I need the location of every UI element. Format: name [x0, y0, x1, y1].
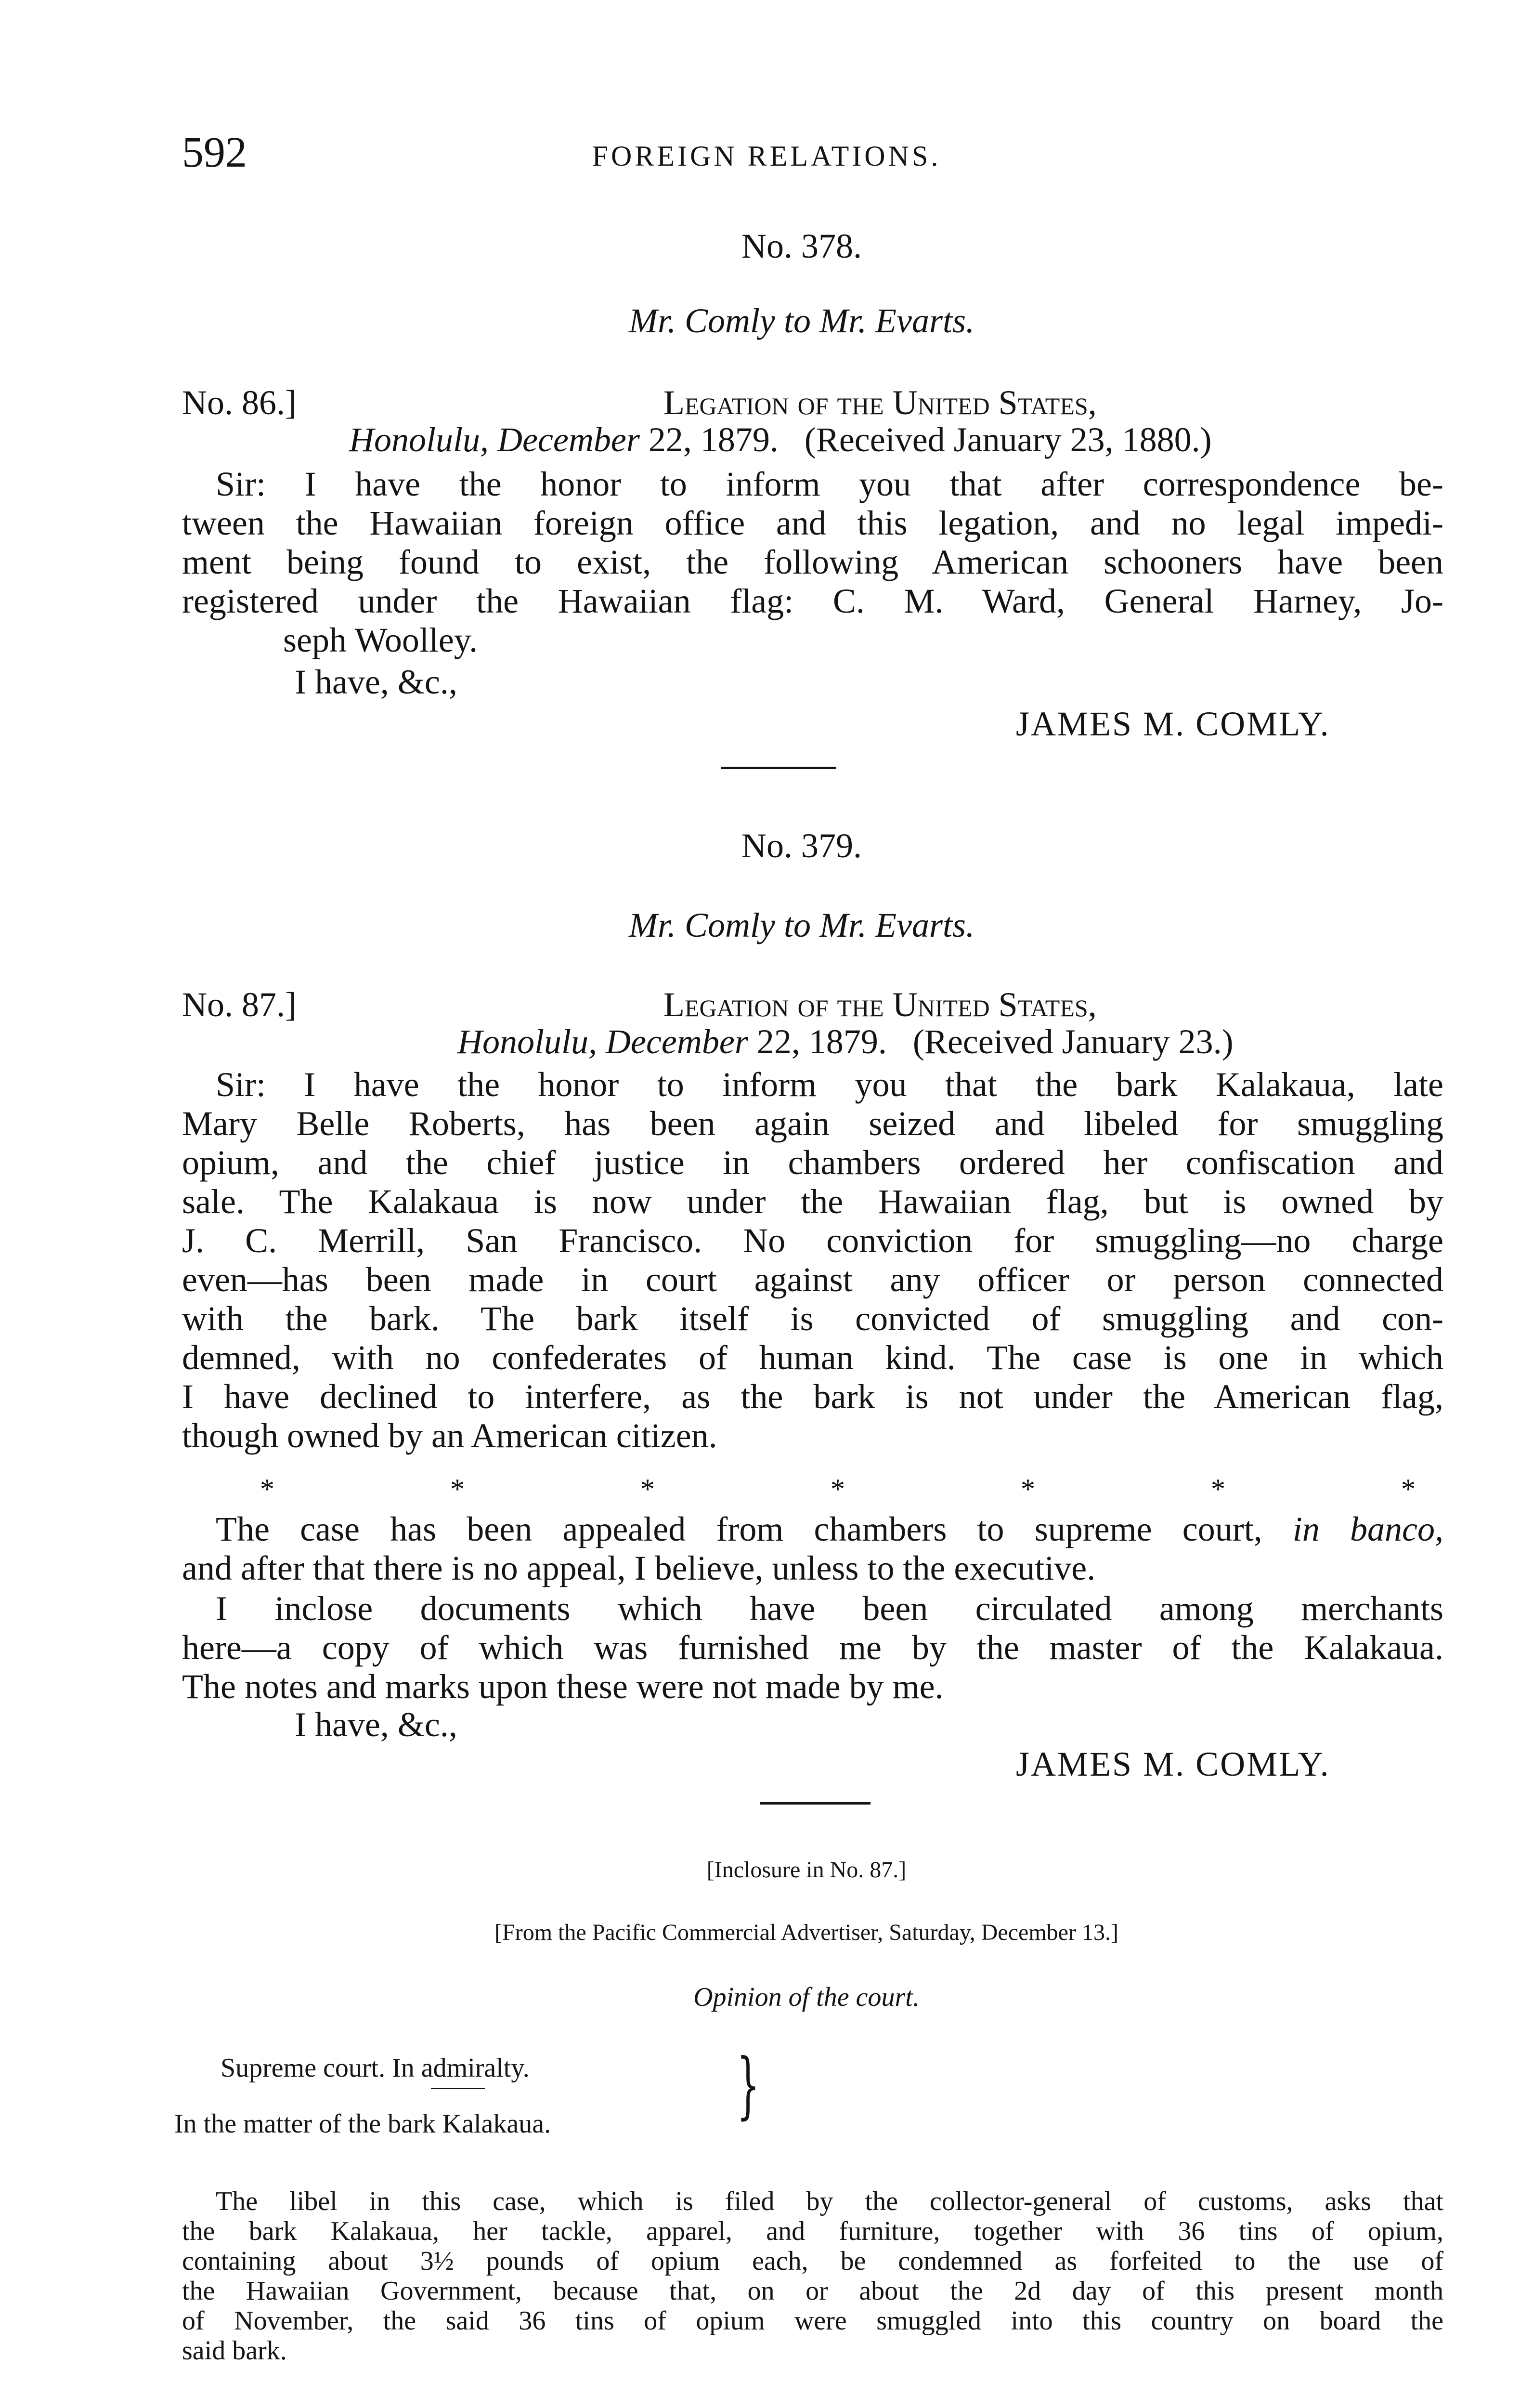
- case-caption-court: Supreme court. In admiralty.: [221, 2053, 530, 2083]
- opinion-line: The libel in this case, which is filed by the collector-general of customs, asks that: [216, 2186, 1443, 2216]
- body-line: I inclose documents which have been circulated among merchants: [216, 1589, 1443, 1628]
- signature-378: JAMES M. COMLY.: [1016, 705, 1330, 743]
- body-line: even—has been made in court against any officer or person connected: [182, 1260, 1443, 1299]
- document-subtitle-379: Mr. Comly to Mr. Evarts.: [629, 906, 974, 944]
- opinion-line: said bark.: [182, 2336, 287, 2366]
- opinion-line: of November, the said 36 tins of opium were smuggled into this country on board the: [182, 2306, 1443, 2336]
- star: *: [640, 1473, 655, 1505]
- ellipsis-stars: [260, 1473, 1416, 1506]
- caption-rule: [431, 2088, 485, 2089]
- closing-378: I have, &c.,: [295, 663, 457, 701]
- dateline-date: 22, 1879.: [756, 1022, 887, 1061]
- body-line: The notes and marks upon these were not made by me.: [182, 1667, 944, 1706]
- body-line: registered under the Hawaiian flag: C. M. Ward, General Harney, Jo-: [182, 582, 1443, 620]
- body-line: ment being found to exist, the following American schooners have been: [182, 543, 1443, 581]
- body-line: I have declined to interfere, as the bark is not under the American flag,: [182, 1377, 1443, 1416]
- dateline-date: 22, 1879.: [648, 420, 779, 459]
- running-title: FOREIGN RELATIONS.: [592, 140, 941, 172]
- letter-body-378: [182, 465, 1443, 660]
- dateline-place: Honolulu, December: [457, 1022, 748, 1061]
- despatch-number-86: No. 86.]: [182, 383, 297, 422]
- opinion-title: Opinion of the court.: [693, 1982, 920, 2012]
- legation-heading-378: Legation of the United States,: [663, 383, 1097, 422]
- opinion-line: the bark Kalakaua, her tackle, apparel, and furniture, together with 36 tins of opium,: [182, 2216, 1443, 2246]
- opinion-line: containing about 3½ pounds of opium each, be condemned as forfeited to the use of: [182, 2246, 1443, 2276]
- document-number-379: No. 379.: [741, 826, 862, 865]
- body-line: J. C. Merrill, San Francisco. No conviction for smuggling—no charge: [182, 1221, 1443, 1260]
- body-line: Sir: I have the honor to inform you that after correspondence be-: [216, 465, 1443, 503]
- star: *: [260, 1473, 274, 1505]
- star: *: [831, 1473, 845, 1505]
- body-line: though owned by an American citizen.: [182, 1416, 717, 1455]
- dateline-379: [457, 1022, 1234, 1062]
- case-caption-matter: In the matter of the bark Kalakaua.: [174, 2109, 551, 2139]
- section-divider: [760, 1802, 870, 1805]
- received-note: (Received January 23.): [912, 1022, 1234, 1061]
- star: *: [1021, 1473, 1035, 1505]
- page-number: 592: [182, 129, 247, 176]
- in-banco-italic: in banco,: [1292, 1510, 1443, 1548]
- body-line: Mary Belle Roberts, has been again seized and libeled for smuggling: [182, 1104, 1443, 1143]
- signature-379: JAMES M. COMLY.: [1016, 1745, 1330, 1783]
- body-line: [182, 1510, 1443, 1549]
- inclosure-label: [Inclosure in No. 87.]: [706, 1857, 907, 1883]
- despatch-number-87: No. 87.]: [182, 985, 297, 1024]
- letter-paragraph-appeal: [182, 1510, 1443, 1588]
- section-divider: [721, 767, 836, 769]
- body-line: opium, and the chief justice in chambers ordered her confiscation and: [182, 1143, 1443, 1182]
- body-line: here—a copy of which was furnished me by the master of the Kalakaua.: [182, 1628, 1443, 1667]
- opinion-line: the Hawaiian Government, because that, on or about the 2d day of this present month: [182, 2276, 1443, 2306]
- body-line: with the bark. The bark itself is convicted of smuggling and con-: [182, 1299, 1443, 1338]
- star: *: [1211, 1473, 1225, 1505]
- dateline-378: [349, 420, 1212, 460]
- dateline-place: Honolulu, December: [349, 420, 640, 459]
- letter-body-379: [182, 1065, 1443, 1455]
- letter-paragraph-inclose: [182, 1589, 1443, 1706]
- body-line-text: The case has been appealed from chambers to supreme court,: [216, 1510, 1293, 1548]
- body-line: Sir: I have the honor to inform you that the bark Kalakaua, late: [216, 1065, 1443, 1104]
- star: *: [450, 1473, 465, 1505]
- caption-brace: }: [737, 2043, 760, 2127]
- body-line: and after that there is no appeal, I believe, unless to the executive.: [182, 1549, 1096, 1587]
- body-line: demned, with no confederates of human kind. The case is one in which: [182, 1338, 1443, 1377]
- opinion-body: [182, 2186, 1443, 2366]
- document-number-378: No. 378.: [741, 227, 862, 265]
- body-line: sale. The Kalakaua is now under the Hawaiian flag, but is owned by: [182, 1182, 1443, 1221]
- source-note: [From the Pacific Commercial Advertiser, Saturday, December 13.]: [494, 1920, 1118, 1945]
- legation-heading-379: Legation of the United States,: [663, 985, 1097, 1024]
- star: *: [1401, 1473, 1416, 1505]
- received-note: (Received January 23, 1880.): [804, 420, 1212, 459]
- closing-379: I have, &c.,: [295, 1705, 457, 1744]
- document-subtitle-378: Mr. Comly to Mr. Evarts.: [629, 301, 974, 340]
- body-line: seph Woolley.: [283, 621, 478, 659]
- body-line: tween the Hawaiian foreign office and this legation, and no legal impedi-: [182, 504, 1443, 542]
